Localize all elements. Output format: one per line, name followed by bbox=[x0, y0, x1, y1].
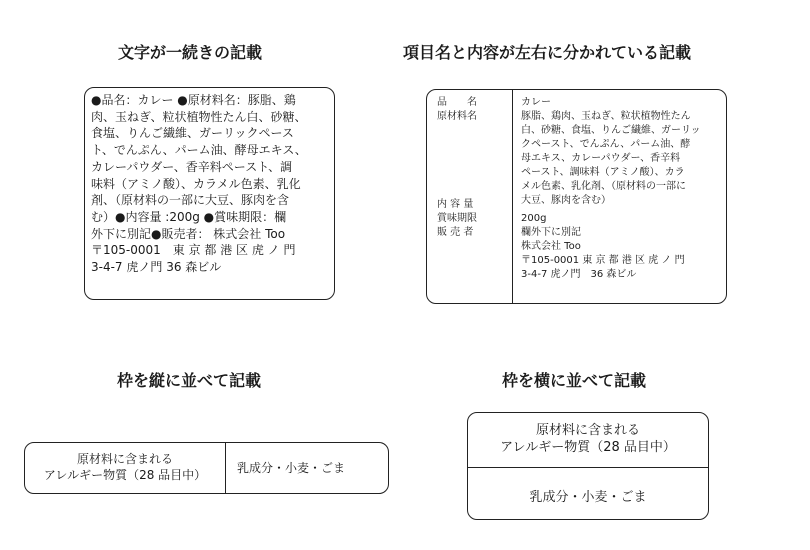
label-seller: 販 売 者 bbox=[437, 227, 474, 238]
label-expiry: 賞味期限 bbox=[437, 213, 477, 224]
allergy-value: 乳成分・小麦・ごま bbox=[237, 461, 346, 475]
allergy-horizontal-panel bbox=[467, 412, 709, 520]
value-line: 豚脂、鶏肉、玉ねぎ、粒状植物性たん bbox=[521, 111, 691, 122]
continuous-line: 〒105-0001 東 京 都 港 区 虎 ノ 門 bbox=[91, 243, 296, 258]
value-line: 母エキス、カレーパウダー、香辛料 bbox=[521, 153, 681, 164]
column-divider bbox=[225, 443, 226, 493]
heading-split: 項目名と内容が左右に分かれている記載 bbox=[403, 43, 692, 62]
continuous-line: 肉、玉ねぎ、粒状植物性たん白、砂糖、 bbox=[91, 109, 307, 124]
allergy-value: 乳成分・小麦・ごま bbox=[529, 490, 647, 505]
continuous-line: ●品名：カレー ●原材料名：豚脂、鶏 bbox=[91, 93, 296, 107]
continuous-label-panel bbox=[84, 87, 335, 300]
continuous-line: む）●内容量 :200g ●賞味期限：欄 bbox=[91, 209, 287, 224]
allergy-label-line: 原材料に含まれる bbox=[76, 452, 173, 466]
allergy-label-line: アレルギー物質（28 品目中） bbox=[500, 440, 676, 455]
label-name: 品 名 bbox=[437, 97, 477, 108]
allergy-vertical-panel bbox=[24, 442, 389, 494]
continuous-line: 3-4-7 虎ノ門 36 森ビル bbox=[91, 260, 222, 275]
heading-horizontal: 枠を横に並べて記載 bbox=[502, 371, 647, 390]
allergy-label-line: アレルギー物質（28 品目中） bbox=[43, 468, 207, 482]
continuous-line: カレーパウダー、香辛料ペースト、調 bbox=[91, 159, 293, 174]
value-line: 白、砂糖、食塩、りんご繊維、ガーリッ bbox=[521, 125, 701, 136]
continuous-line: 食塩、りんご繊維、ガーリックペース bbox=[91, 126, 294, 141]
row-divider bbox=[468, 467, 708, 468]
value-line: カレー bbox=[521, 97, 551, 108]
allergy-label bbox=[468, 422, 708, 456]
allergy-label-line: 原材料に含まれる bbox=[535, 423, 640, 438]
split-label-panel bbox=[426, 89, 727, 304]
continuous-line: 味料（アミノ酸）、カラメル色素、乳化 bbox=[91, 176, 301, 191]
continuous-line: 剤、（原材料の一部に大豆、豚肉を含 bbox=[91, 193, 290, 208]
value-line: 3-4-7 虎ノ門 36 森ビル bbox=[521, 269, 637, 280]
heading-continuous: 文字が一続きの記載 bbox=[118, 43, 263, 62]
value-line: ペースト、調味料（アミノ酸）、カラ bbox=[521, 167, 685, 178]
value-line: メル色素、乳化剤、（原材料の一部に bbox=[521, 181, 686, 192]
value-line: 〒105-0001 東 京 都 港 区 虎 ノ 門 bbox=[521, 255, 685, 266]
value-line: 200g bbox=[521, 213, 547, 224]
value-line: 欄外下に別記 bbox=[521, 227, 581, 238]
heading-vertical: 枠を縦に並べて記載 bbox=[117, 371, 262, 390]
continuous-line: 外下に別記●販売者： 株式会社 Too bbox=[91, 226, 286, 241]
value-line: 株式会社 Too bbox=[521, 241, 581, 252]
allergy-label bbox=[25, 451, 225, 483]
label-ingredients: 原材料名 bbox=[437, 111, 477, 122]
value-line: 大豆、豚肉を含む） bbox=[521, 195, 611, 206]
label-content: 内 容 量 bbox=[437, 199, 474, 210]
column-divider bbox=[512, 90, 513, 303]
value-line: クペースト、でんぷん、パーム油、酵 bbox=[521, 139, 691, 150]
continuous-line: ト、でんぷん、パーム油、酵母エキス、 bbox=[91, 143, 307, 158]
